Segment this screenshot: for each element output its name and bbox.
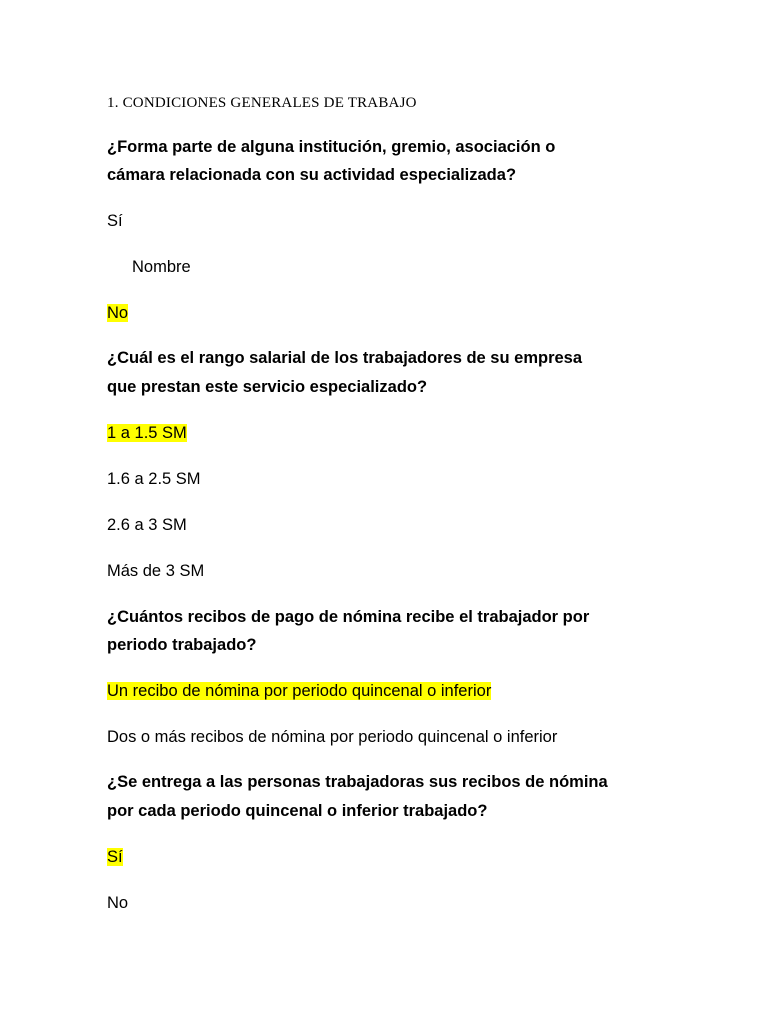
question-3-line-1: ¿Cuántos recibos de pago de nómina recibe el trabajador por [107, 608, 590, 626]
question-4-selected-highlight: Sí [107, 848, 123, 866]
question-2-line-1: ¿Cuál es el rango salarial de los trabajadores de su empresa [107, 349, 583, 367]
question-3-selected-highlight: Un recibo de nómina por periodo quincenal o inferior [107, 682, 492, 700]
question-2-option-3: 2.6 a 3 SM [107, 516, 187, 534]
question-3-option-2: Dos o más recibos de nómina por periodo quincenal o inferior [107, 728, 558, 746]
question-1-line-2: cámara relacionada con su actividad especializada? [107, 166, 517, 184]
question-2-option-2: 1.6 a 2.5 SM [107, 470, 201, 488]
question-2-option-1 [107, 423, 187, 443]
question-4-line-1: ¿Se entrega a las personas trabajadoras sus recibos de nómina [107, 773, 608, 791]
question-1-option-name: Nombre [132, 258, 191, 276]
section-title: 1. CONDICIONES GENERALES DE TRABAJO [107, 95, 417, 111]
question-4-line-2: por cada periodo quincenal o inferior trabajado? [107, 802, 488, 820]
question-2-line-2: que prestan este servicio especializado? [107, 378, 428, 396]
question-3-line-2: periodo trabajado? [107, 636, 257, 654]
question-1-selected-highlight: No [107, 304, 129, 322]
question-3-option-1 [107, 681, 491, 701]
question-1-option-yes: Sí [107, 212, 123, 230]
question-2-selected-highlight: 1 a 1.5 SM [107, 424, 187, 442]
question-4-option-no: No [107, 894, 129, 912]
question-1-option-no [107, 303, 128, 323]
question-2-option-4: Más de 3 SM [107, 562, 205, 580]
question-4-option-yes [107, 847, 123, 867]
question-1-line-1: ¿Forma parte de alguna institución, gremio, asociación o [107, 138, 556, 156]
